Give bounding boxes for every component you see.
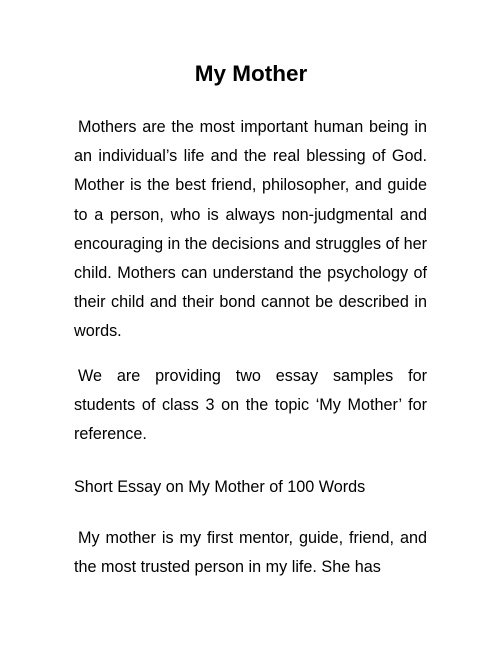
paragraph-essay-text: My mother is my first mentor, guide, friend, and the most trusted person in my life. She has xyxy=(74,529,427,577)
document-title: My Mother xyxy=(194,61,308,86)
paragraph-samples-text: We are providing two essay samples for students of class 3 on the topic ‘My Mother’ for reference. xyxy=(74,367,427,444)
paragraph-intro xyxy=(74,113,427,347)
paragraph-samples xyxy=(74,362,427,450)
paragraph-essay xyxy=(74,524,427,582)
paragraph-intro-text: Mothers are the most important human being in an individual’s life and the real blessing of God. Mother is the best friend, philosopher, and guide to a person, who is always non-judgmental and encouraging in the decisions and struggles of her child. Mothers can understand the psychology of their child and their bond cannot be described in words. xyxy=(74,118,427,341)
section-heading: Short Essay on My Mother of 100 Words xyxy=(74,478,366,496)
